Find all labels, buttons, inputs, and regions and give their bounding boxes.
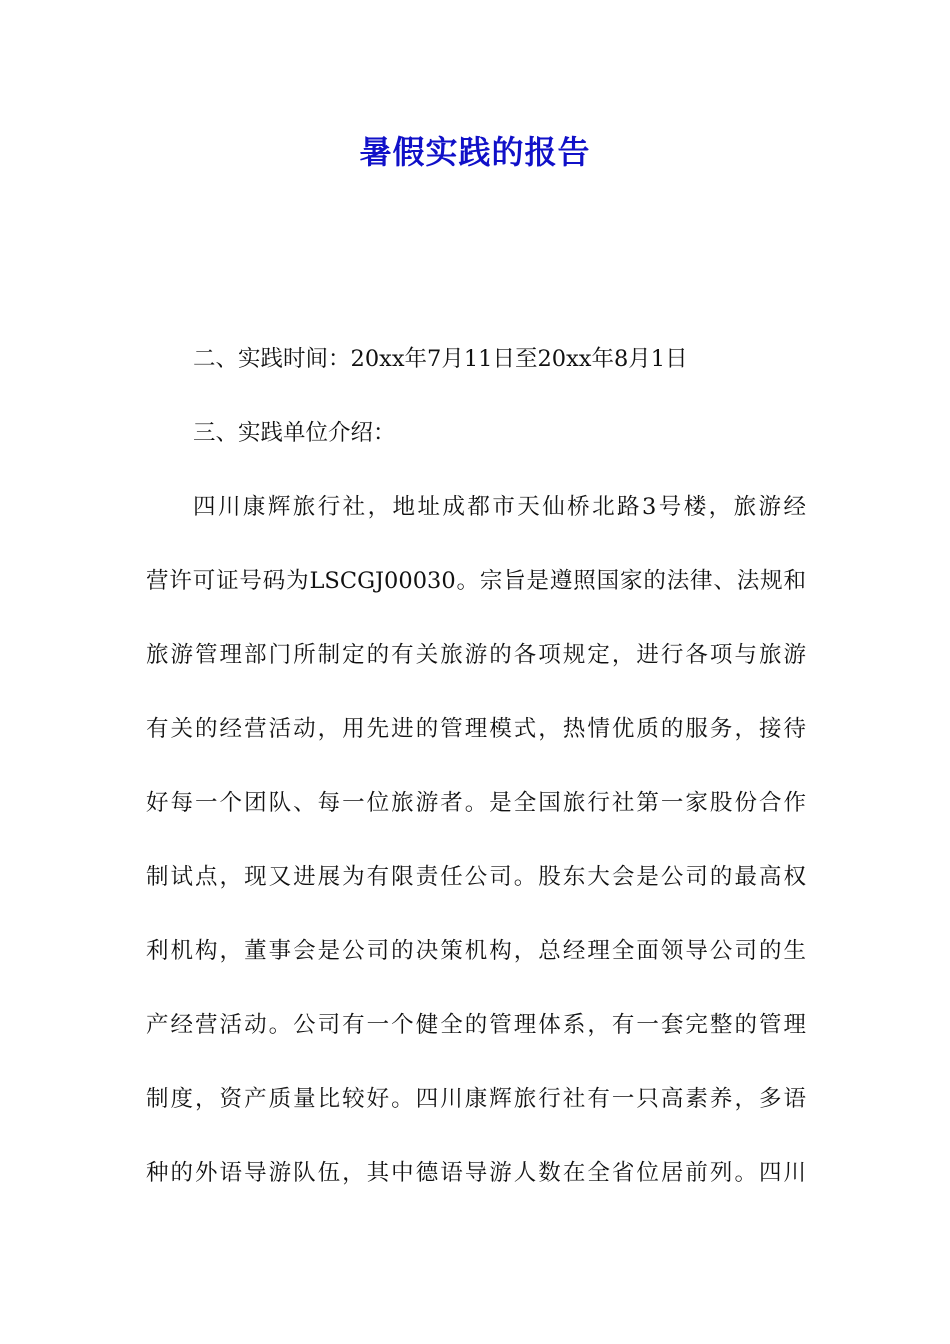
paragraph-line: 种的外语导游队伍，其中德语导游人数在全省位居前列。四川 <box>146 1160 806 1186</box>
document-title: 暑假实践的报告 <box>359 133 591 171</box>
section-practice-time: 二、实践时间：20xx年7月11日至20xx年8月1日 <box>193 346 688 372</box>
paragraph-line: 制试点，现又进展为有限责任公司。股东大会是公司的最高权 <box>146 864 806 890</box>
paragraph-line: 旅游管理部门所制定的有关旅游的各项规定，进行各项与旅游 <box>146 642 806 668</box>
paragraph-line: 制度，资产质量比较好。四川康辉旅行社有一只高素养，多语 <box>146 1086 806 1112</box>
paragraph-line: 营许可证号码为LSCGJ00030。宗旨是遵照国家的法律、法规和 <box>146 568 806 594</box>
paragraph-line: 利机构，董事会是公司的决策机构，总经理全面领导公司的生 <box>146 938 806 964</box>
document-body <box>146 336 806 1224</box>
paragraph-line: 四川康辉旅行社，地址成都市天仙桥北路3号楼，旅游经 <box>193 494 806 520</box>
paragraph-line: 产经营活动。公司有一个健全的管理体系，有一套完整的管理 <box>146 1012 806 1038</box>
paragraph-line: 好每一个团队、每一位旅游者。是全国旅行社第一家股份合作 <box>146 790 806 816</box>
paragraph-line: 有关的经营活动，用先进的管理模式，热情优质的服务，接待 <box>146 716 806 742</box>
section-unit-intro-heading: 三、实践单位介绍： <box>193 420 396 446</box>
